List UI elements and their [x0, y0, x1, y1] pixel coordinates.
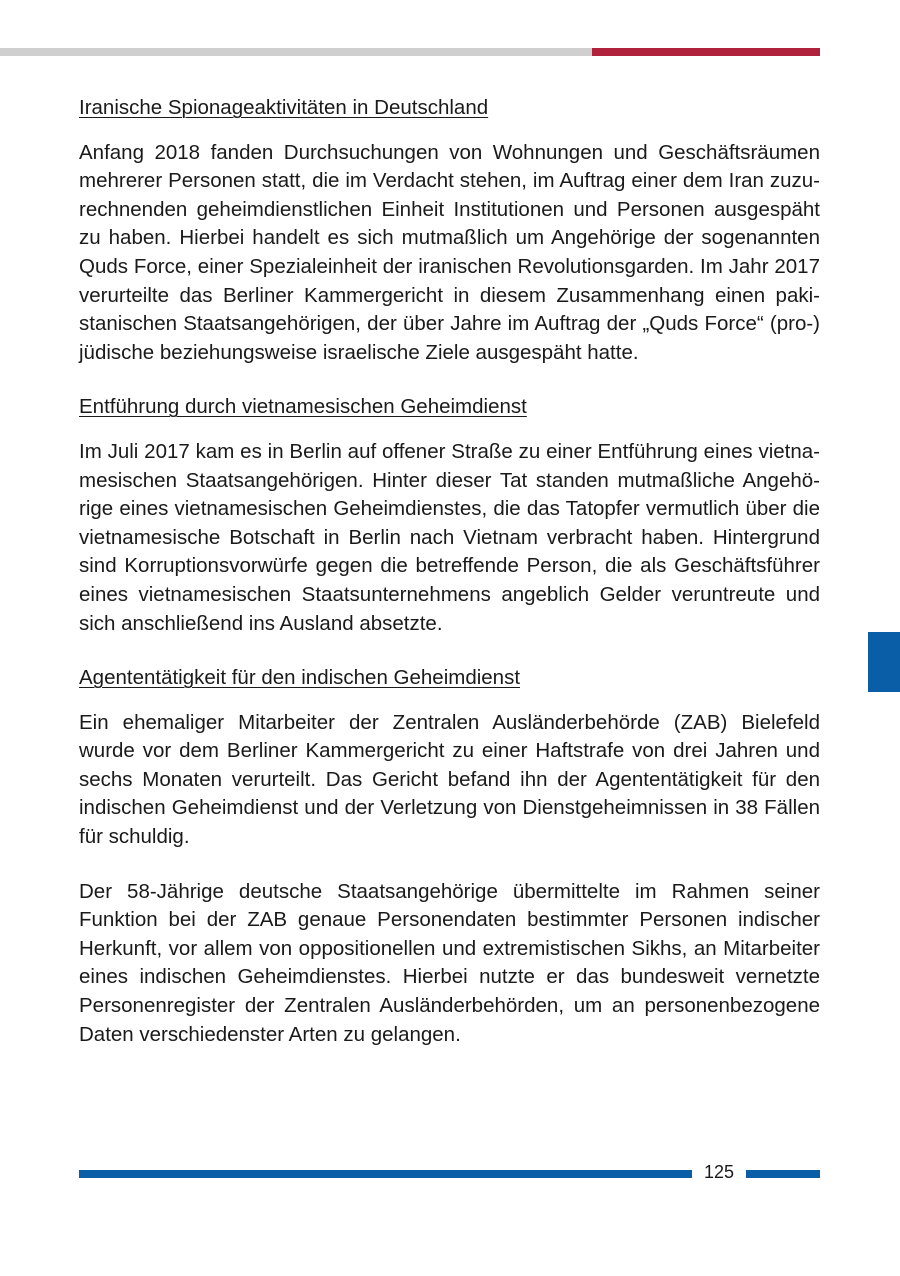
page-body — [79, 94, 820, 1075]
section-india — [79, 664, 820, 1049]
page-number: 125 — [703, 1162, 735, 1182]
paragraph: Anfang 2018 fanden Durchsuchungen von Wohnungen und Geschäftsräumen mehrerer Personen statt, die im Verdacht stehen, im Auftrag einer dem Iran zuzurechnenden geheimdienstlichen Einheit Institutionen und Personen ausgespäht zu haben. Hierbei handelt es sich mutmaßlich um Angehörige der sogenannten Quds Force, einer Spezialeinheit der iranischen Revolutionsgarden. Im Jahr 2017 verurteilte das Berliner Kammergericht in diesem Zusammenhang einen pakistanischen Staatsangehörigen, der über Jahre im Auftrag der „Quds Force“ (pro-) jüdische beziehungsweise israelische Ziele ausgespäht hatte. — [79, 140, 820, 364]
header-rule-red — [592, 48, 820, 56]
chapter-tab-marker — [868, 632, 900, 692]
section-heading: Entführung durch vietnamesischen Geheimdienst — [79, 395, 527, 419]
footer-rule-right — [746, 1170, 820, 1178]
footer-rule-left — [79, 1170, 692, 1178]
paragraph: Der 58-Jährige deutsche Staatsangehörige übermittelte im Rahmen seiner Funktion bei der ZAB genaue Personendaten bestimmter Personen indischer Herkunft, vor allem von oppositionellen und extremistischen Sikhs, an Mitarbeiter eines indischen Geheimdienstes. Hierbei nutzte er das bundesweit vernetzte Personenregister der Zentralen Ausländerbehörden, um an personenbezogene Daten verschiedenster Arten zu gelangen. — [79, 879, 820, 1046]
section-iran — [79, 94, 820, 367]
section-heading: Agententätigkeit für den indischen Geheimdienst — [79, 666, 521, 690]
section-heading: Iranische Spionageaktivitäten in Deutschland — [79, 96, 489, 119]
header-rule-grey — [0, 48, 592, 56]
paragraph: Ein ehemaliger Mitarbeiter der Zentralen Ausländerbehörde (ZAB) Bielefeld wurde vor dem Berliner Kammergericht zu einer Haftstrafe von drei Jahren und sechs Monaten verurteilt. Das Gericht befand ihn der Agententätigkeit für den indischen Geheimdienst und der Verletzung von Dienstgeheimnissen in 38 Fällen für schuldig. — [79, 710, 820, 849]
paragraph: Im Juli 2017 kam es in Berlin auf offener Straße zu einer Entführung eines vietnamesischen Staatsangehörigen. Hinter dieser Tat standen mutmaßliche Angehörige eines vietnamesischen Geheimdienstes, die das Tatopfer vermutlich über die vietnamesische Botschaft in Berlin nach Vietnam verbracht haben. Hintergrund sind Korruptionsvorwürfe gegen die betreffende Person, die als Geschäftsführer eines vietnamesischen Staatsunternehmens angeblich Gelder veruntreute und sich anschließend ins Ausland absetzte. — [79, 439, 820, 635]
section-vietnam — [79, 393, 820, 638]
